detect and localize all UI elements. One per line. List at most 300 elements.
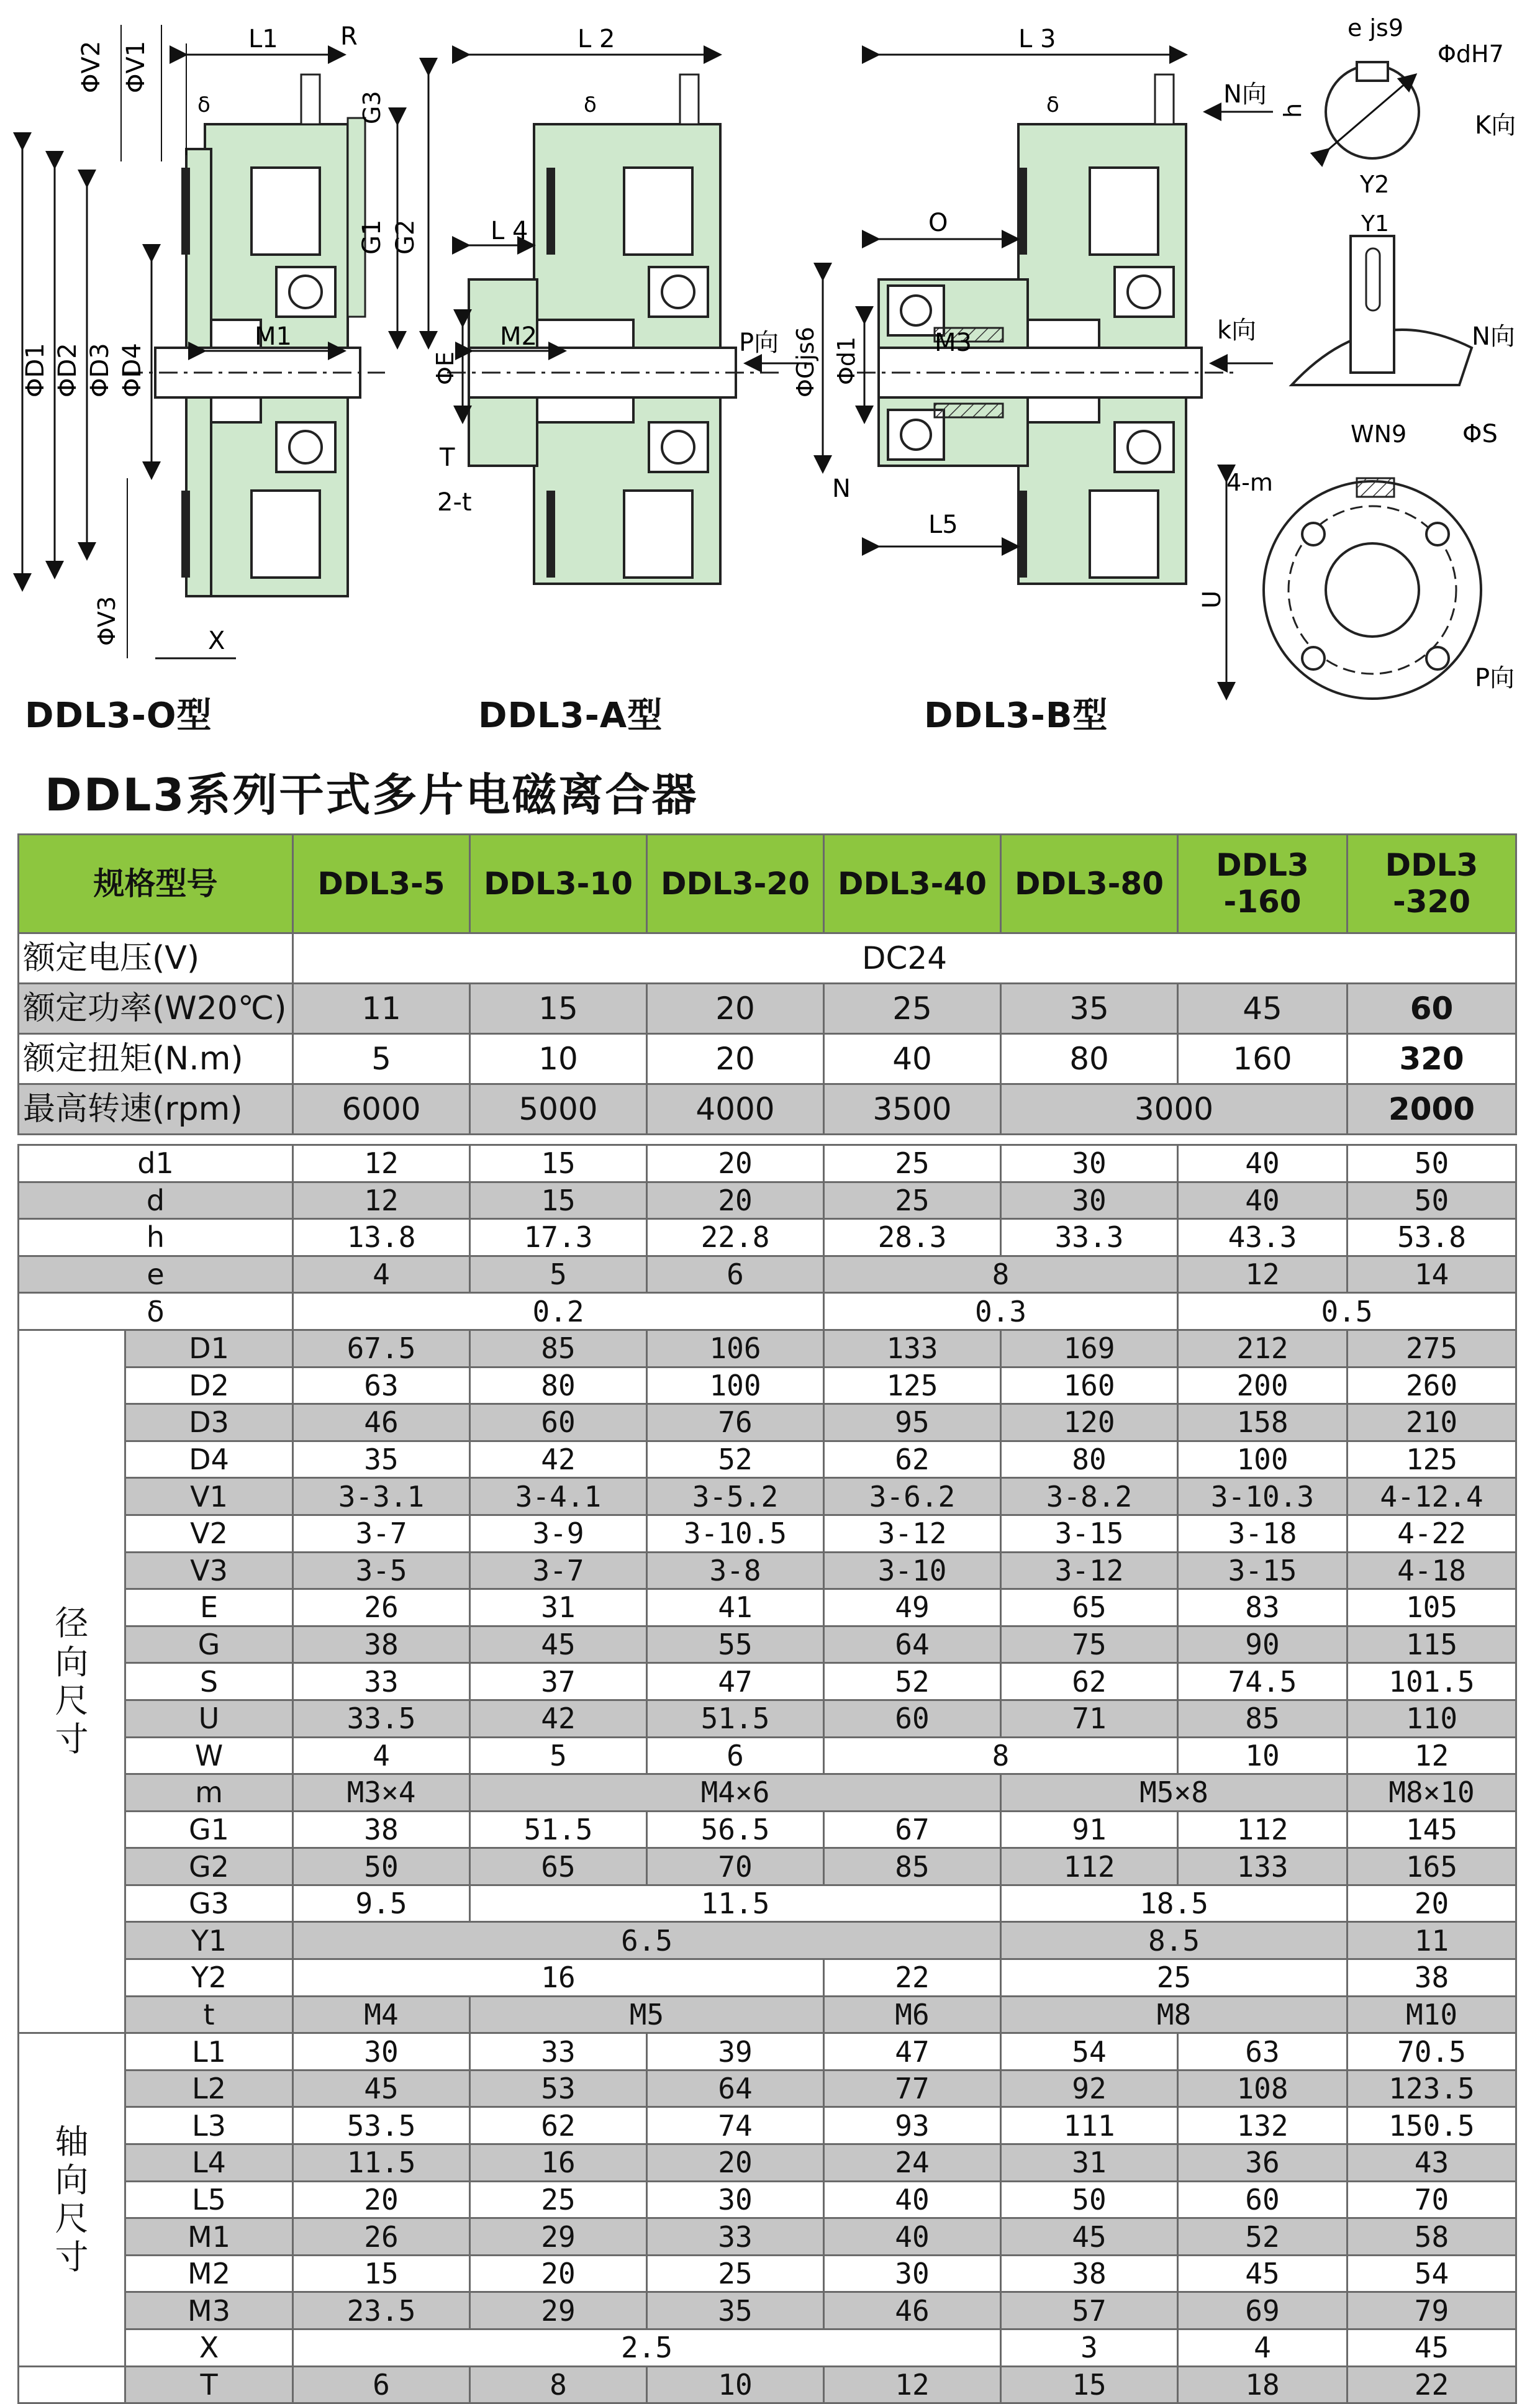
spec-row-speed — [19, 1084, 1516, 1135]
spec-cell: 3500 — [824, 1084, 1001, 1135]
dim-label-4m: 4-m — [1226, 469, 1273, 496]
dim-cell: 75 — [1001, 1626, 1178, 1663]
model-cell: DDL3-5 — [293, 835, 470, 933]
dim-cell: 3-12 — [1001, 1552, 1178, 1589]
dim-cell: 67 — [824, 1811, 1001, 1848]
dim-cell: 169 — [1001, 1330, 1178, 1367]
dim-cell: 4 — [1178, 2329, 1348, 2367]
dim-cell: 83 — [1178, 1589, 1348, 1626]
dim-label-v1: ΦV1 — [122, 40, 150, 93]
dimension-table — [17, 1144, 1517, 2404]
dim-cell: 38 — [293, 1626, 470, 1663]
dim-cell: 112 — [1001, 1848, 1178, 1885]
table-row — [19, 1848, 1516, 1885]
dim-cell: 20 — [293, 2181, 470, 2218]
o-coil-lower — [251, 491, 320, 578]
spec-cell: 5000 — [470, 1084, 647, 1135]
dim-cell: 3-10.5 — [647, 1515, 824, 1552]
ddl3-a-drawing — [432, 25, 807, 584]
spec-cell: 11 — [293, 984, 470, 1034]
param-label: V1 — [125, 1478, 293, 1515]
dim-cell: 85 — [470, 1330, 647, 1367]
dim-cell: 4 — [293, 1256, 470, 1293]
dim-cell: 20 — [647, 1145, 824, 1182]
dim-cell: 3-8 — [647, 1552, 824, 1589]
table-row — [19, 1885, 1516, 1922]
dim-cell: M5 — [470, 1996, 824, 2033]
dim-cell: 40 — [1178, 1182, 1348, 1219]
dim-cell: 16 — [470, 2144, 647, 2182]
dim-cell: 132 — [1178, 2107, 1348, 2144]
dim-cell: 45 — [1001, 2218, 1178, 2256]
table-row — [19, 1182, 1516, 1219]
dim-label-gjs6: ΦGjs6 — [792, 327, 819, 397]
dim-cell: 74.5 — [1178, 1663, 1348, 1700]
dim-cell: 25 — [1001, 1959, 1348, 1997]
dim-cell: 0.5 — [1178, 1293, 1516, 1330]
dim-cell: 47 — [647, 1663, 824, 1700]
dim-cell: 42 — [470, 1700, 647, 1737]
dim-label-v2: ΦV2 — [77, 40, 106, 93]
dim-cell: 20 — [647, 2144, 824, 2182]
param-label: δ — [19, 1293, 293, 1330]
table-row — [19, 1589, 1516, 1626]
param-label: L4 — [125, 2144, 293, 2182]
dim-cell: 12 — [293, 1145, 470, 1182]
dim-label-r: R — [340, 22, 358, 51]
param-label: E — [125, 1589, 293, 1626]
dim-label-n: N — [832, 474, 851, 503]
dim-label-delta: δ — [197, 93, 211, 117]
table-row — [19, 2144, 1516, 2182]
table-row — [19, 1256, 1516, 1293]
dim-cell: 51.5 — [647, 1700, 824, 1737]
dim-cell: 85 — [824, 1848, 1001, 1885]
dim-cell: 3-10 — [824, 1552, 1001, 1589]
model-cell: DDL3-80 — [1001, 835, 1178, 933]
ddl3-o-drawing — [21, 22, 428, 658]
dim-cell: 38 — [1001, 2255, 1178, 2292]
dim-cell: 43 — [1348, 2144, 1516, 2182]
param-label: L5 — [125, 2181, 293, 2218]
dim-label-d1: ΦD1 — [21, 343, 50, 397]
dim-cell: 30 — [293, 2033, 470, 2071]
dim-cell: 3-4.1 — [470, 1478, 647, 1515]
dim-cell: 3-8.2 — [1001, 1478, 1178, 1515]
dim-cell: 31 — [1001, 2144, 1178, 2182]
dim-cell: 45 — [1178, 2255, 1348, 2292]
dim-label-n-dir-2: N向 — [1472, 322, 1515, 351]
spec-cell: DC24 — [293, 933, 1516, 984]
dim-cell: 3-12 — [824, 1515, 1001, 1552]
table-row — [19, 2255, 1516, 2292]
dim-cell: 90 — [1178, 1626, 1348, 1663]
dim-cell: 29 — [470, 2218, 647, 2256]
dim-cell: 6.5 — [293, 1922, 1001, 1959]
spec-cell: 320 — [1348, 1034, 1516, 1084]
dim-cell: 8 — [470, 2366, 647, 2403]
group-label-radial-text: 径向尺寸 — [55, 1603, 89, 1759]
table-row — [19, 2218, 1516, 2256]
dim-cell: 17.3 — [470, 1219, 647, 1256]
dim-label-d4: ΦD4 — [118, 343, 147, 397]
param-label: G — [125, 1626, 293, 1663]
dim-cell: 3-7 — [293, 1515, 470, 1552]
dim-cell: 15 — [1001, 2366, 1178, 2403]
param-label: M1 — [125, 2218, 293, 2256]
model-cell: DDL3-20 — [647, 835, 824, 933]
spec-cell: 20 — [647, 984, 824, 1034]
type-label-o: DDL3-O型 — [25, 696, 212, 736]
dim-cell: 57 — [1001, 2292, 1178, 2329]
dim-cell: 100 — [1178, 1441, 1348, 1478]
dim-cell: 22 — [1348, 2366, 1516, 2403]
table-row — [19, 2033, 1516, 2071]
dim-cell: 63 — [1178, 2033, 1348, 2071]
dim-label-b-delta: δ — [1046, 93, 1059, 117]
dim-cell: 40 — [824, 2181, 1001, 2218]
dim-cell: 65 — [1001, 1589, 1178, 1626]
param-label: V3 — [125, 1552, 293, 1589]
spec-row-voltage — [19, 933, 1516, 984]
dim-cell: 49 — [824, 1589, 1001, 1626]
dim-cell: 52 — [824, 1663, 1001, 1700]
dim-cell: 20 — [1348, 1885, 1516, 1922]
dim-cell: 45 — [1348, 2329, 1516, 2367]
dim-label-m2: M2 — [500, 322, 537, 351]
table-row — [19, 1922, 1516, 1959]
dim-cell: 76 — [647, 1404, 824, 1441]
dim-cell: 39 — [647, 2033, 824, 2071]
dim-label-l5: L5 — [928, 510, 958, 539]
spec-cell: 40 — [824, 1034, 1001, 1084]
dim-cell: 85 — [1178, 1700, 1348, 1737]
dim-cell: M8 — [1001, 1996, 1348, 2033]
dim-cell: 50 — [1348, 1182, 1516, 1219]
spec-row-power — [19, 984, 1516, 1034]
ddl3-b-drawing — [792, 25, 1273, 584]
dim-cell: 74 — [647, 2107, 824, 2144]
spec-cell: 60 — [1348, 984, 1516, 1034]
spec-row-torque — [19, 1034, 1516, 1084]
param-label: T — [125, 2366, 293, 2403]
spec-cell: 25 — [824, 984, 1001, 1034]
param-label: D1 — [125, 1330, 293, 1367]
spec-cell: 5 — [293, 1034, 470, 1084]
dim-cell: 31 — [470, 1589, 647, 1626]
param-label: D4 — [125, 1441, 293, 1478]
table-row — [19, 2181, 1516, 2218]
dim-cell: 3-6.2 — [824, 1478, 1001, 1515]
param-label: V2 — [125, 1515, 293, 1552]
model-cell: DDL3-10 — [470, 835, 647, 933]
table-row — [19, 1441, 1516, 1478]
spec-cell: 10 — [470, 1034, 647, 1084]
dim-cell: 260 — [1348, 1367, 1516, 1404]
dim-cell: 33 — [647, 2218, 824, 2256]
dim-cell: 6 — [647, 1737, 824, 1774]
model-cell: DDL3-40 — [824, 835, 1001, 933]
dim-cell: 3-15 — [1001, 1515, 1178, 1552]
param-label: G1 — [125, 1811, 293, 1848]
type-label-b: DDL3-B型 — [924, 696, 1108, 736]
dim-cell: 54 — [1001, 2033, 1178, 2071]
dim-cell: 8.5 — [1001, 1922, 1348, 1959]
dim-cell: 80 — [1001, 1441, 1178, 1478]
table-row — [19, 1219, 1516, 1256]
dim-label-m1: M1 — [255, 322, 292, 351]
dim-cell: 56.5 — [647, 1811, 824, 1848]
dim-cell: 79 — [1348, 2292, 1516, 2329]
spec-row-label: 额定扭矩(N.m) — [19, 1034, 293, 1084]
dim-cell: M4×6 — [470, 1774, 1001, 1812]
dim-cell: 3 — [1001, 2329, 1178, 2367]
dim-label-v3: ΦV3 — [93, 596, 120, 646]
dim-cell: 70 — [1348, 2181, 1516, 2218]
dim-cell: 53.5 — [293, 2107, 470, 2144]
dim-cell: 25 — [470, 2181, 647, 2218]
dim-cell: 46 — [293, 1404, 470, 1441]
dim-cell: 50 — [293, 1848, 470, 1885]
dim-cell: 165 — [1348, 1848, 1516, 1885]
dim-cell: 30 — [1001, 1182, 1178, 1219]
dim-cell: 25 — [824, 1145, 1001, 1182]
param-label: m — [125, 1774, 293, 1812]
dim-cell: 106 — [647, 1330, 824, 1367]
dim-cell: 200 — [1178, 1367, 1348, 1404]
spec-row-label: 最高转速(rpm) — [19, 1084, 293, 1135]
table-row — [19, 1737, 1516, 1774]
spec-row-label: 额定电压(V) — [19, 933, 293, 984]
dim-cell: 3-10.3 — [1178, 1478, 1348, 1515]
spec-cell: 160 — [1178, 1034, 1348, 1084]
dim-cell: 36 — [1178, 2144, 1348, 2182]
param-label: S — [125, 1663, 293, 1700]
dim-cell: 12 — [824, 2366, 1001, 2403]
dim-cell: 53.8 — [1348, 1219, 1516, 1256]
dim-cell: 100 — [647, 1367, 824, 1404]
dim-label-ejs9: e js9 — [1348, 14, 1403, 42]
spec-cell: 80 — [1001, 1034, 1178, 1084]
dim-cell: 70 — [647, 1848, 824, 1885]
table-row — [19, 1774, 1516, 1812]
dim-cell: 6 — [293, 2366, 470, 2403]
dim-label-x: X — [208, 627, 225, 655]
dim-cell: 30 — [1001, 1145, 1178, 1182]
dim-cell: 4 — [293, 1737, 470, 1774]
dim-label-y2: Y2 — [1360, 171, 1390, 198]
param-label: d1 — [19, 1145, 293, 1182]
dim-cell: 63 — [293, 1367, 470, 1404]
table-row — [19, 1700, 1516, 1737]
dim-cell: 14 — [1348, 1256, 1516, 1293]
group-label-radial — [19, 1330, 125, 2033]
param-label: X — [125, 2329, 293, 2367]
dim-cell: 46 — [824, 2292, 1001, 2329]
dim-cell: 53 — [470, 2070, 647, 2107]
dim-cell: 35 — [293, 1441, 470, 1478]
table-row — [19, 1404, 1516, 1441]
dim-label-2t: 2-t — [437, 488, 472, 517]
table-row — [19, 1293, 1516, 1330]
dim-cell: 22.8 — [647, 1219, 824, 1256]
dim-cell: 110 — [1348, 1700, 1516, 1737]
dim-cell: 52 — [647, 1441, 824, 1478]
table-row — [19, 1811, 1516, 1848]
spec-cell: 20 — [647, 1034, 824, 1084]
dim-cell: 62 — [470, 2107, 647, 2144]
spec-header-label: 规格型号 — [19, 835, 293, 933]
dim-cell: 28.3 — [824, 1219, 1001, 1256]
dim-cell: 3-5 — [293, 1552, 470, 1589]
dim-cell: 158 — [1178, 1404, 1348, 1441]
param-label: L2 — [125, 2070, 293, 2107]
dim-cell: 4-12.4 — [1348, 1478, 1516, 1515]
dim-cell: 150.5 — [1348, 2107, 1516, 2144]
dim-label-phi-d1: Φd1 — [833, 336, 860, 385]
dim-cell: 20 — [470, 2255, 647, 2292]
dim-cell: 18 — [1178, 2366, 1348, 2403]
dim-label-u: U — [1198, 590, 1226, 609]
dim-cell: M5×8 — [1001, 1774, 1348, 1812]
table-row — [19, 2329, 1516, 2367]
table-row — [19, 1663, 1516, 1700]
spec-cell: 35 — [1001, 984, 1178, 1034]
dim-cell: 210 — [1348, 1404, 1516, 1441]
dim-label-l1: L1 — [248, 25, 278, 53]
dim-label-d2: ΦD2 — [53, 343, 82, 397]
param-label: G3 — [125, 1885, 293, 1922]
spec-table — [17, 833, 1517, 1135]
param-label: D3 — [125, 1404, 293, 1441]
spec-cell: 6000 — [293, 1084, 470, 1135]
dim-cell: 25 — [647, 2255, 824, 2292]
dim-cell: 133 — [1178, 1848, 1348, 1885]
dim-cell: 20 — [647, 1182, 824, 1219]
dim-cell: 12 — [1178, 1256, 1348, 1293]
spec-cell: 3000 — [1001, 1084, 1348, 1135]
dim-cell: 125 — [1348, 1441, 1516, 1478]
param-label: L3 — [125, 2107, 293, 2144]
dim-cell: 41 — [647, 1589, 824, 1626]
dim-cell: 54 — [1348, 2255, 1516, 2292]
table-row — [19, 1367, 1516, 1404]
dim-cell: 35 — [647, 2292, 824, 2329]
dim-cell: 93 — [824, 2107, 1001, 2144]
dim-cell: 55 — [647, 1626, 824, 1663]
dim-cell: 8 — [824, 1737, 1178, 1774]
param-label: U — [125, 1700, 293, 1737]
dim-cell: 11.5 — [470, 1885, 1001, 1922]
dim-cell: 18.5 — [1001, 1885, 1348, 1922]
dim-cell: 24 — [824, 2144, 1001, 2182]
dim-cell: 91 — [1001, 1811, 1178, 1848]
dim-cell: 33.5 — [293, 1700, 470, 1737]
dim-label-g2: G2 — [391, 219, 420, 255]
dim-cell: 30 — [647, 2181, 824, 2218]
dim-cell: 38 — [1348, 1959, 1516, 1997]
dim-cell: 160 — [1001, 1367, 1178, 1404]
model-cell: DDL3 -320 — [1348, 835, 1516, 933]
spec-row-label: 额定功率(W20℃) — [19, 984, 293, 1034]
dim-cell: 5 — [470, 1256, 647, 1293]
dim-cell: M4 — [293, 1996, 470, 2033]
param-label: L1 — [125, 2033, 293, 2071]
spec-cell: 2000 — [1348, 1084, 1516, 1135]
dim-cell: 10 — [1178, 1737, 1348, 1774]
table-row — [19, 2292, 1516, 2329]
dim-cell: 69 — [1178, 2292, 1348, 2329]
dim-cell: 275 — [1348, 1330, 1516, 1367]
dim-cell: 115 — [1348, 1626, 1516, 1663]
dim-cell: 33 — [470, 2033, 647, 2071]
dim-cell: 45 — [470, 1626, 647, 1663]
dim-cell: 43.3 — [1178, 1219, 1348, 1256]
dim-cell: 4-22 — [1348, 1515, 1516, 1552]
dim-cell: 133 — [824, 1330, 1001, 1367]
dim-label-k-dir-b: k向 — [1217, 316, 1257, 345]
dim-cell: 26 — [293, 2218, 470, 2256]
dim-label-n-dir: N向 — [1223, 80, 1267, 109]
dim-cell: 58 — [1348, 2218, 1516, 2256]
dim-cell: 111 — [1001, 2107, 1178, 2144]
dim-cell: 112 — [1178, 1811, 1348, 1848]
dim-cell: 212 — [1178, 1330, 1348, 1367]
dim-label-l3: L 3 — [1018, 25, 1056, 53]
dim-cell: 105 — [1348, 1589, 1516, 1626]
dim-label-wn9: WN9 — [1351, 420, 1407, 448]
dim-cell: 62 — [1001, 1663, 1178, 1700]
k-view-drawing — [1279, 14, 1516, 158]
dim-cell: 0.2 — [293, 1293, 824, 1330]
dim-cell: 120 — [1001, 1404, 1178, 1441]
dim-label-l4: L 4 — [491, 217, 528, 245]
dim-cell: 71 — [1001, 1700, 1178, 1737]
dim-label-g1: G1 — [358, 219, 386, 255]
param-label: h — [19, 1219, 293, 1256]
dim-cell: 0.3 — [824, 1293, 1178, 1330]
dim-cell: 64 — [647, 2070, 824, 2107]
o-coil-upper — [251, 168, 320, 255]
dim-cell: 3-9 — [470, 1515, 647, 1552]
spec-cell: 15 — [470, 984, 647, 1034]
dim-cell: 37 — [470, 1663, 647, 1700]
group-label-axial-text: 轴向尺寸 — [55, 2121, 89, 2277]
dim-label-k-dir: K向 — [1475, 111, 1516, 140]
series-title: DDL3系列干式多片电磁离合器 — [45, 769, 699, 821]
dim-label-a-delta: δ — [584, 93, 597, 117]
dim-label-h: h — [1279, 102, 1307, 118]
dim-label-y1: Y1 — [1361, 211, 1389, 237]
table-row — [19, 1552, 1516, 1589]
dim-cell: 12 — [1348, 1737, 1516, 1774]
dim-cell: 67.5 — [293, 1330, 470, 1367]
dim-cell: 5 — [470, 1737, 647, 1774]
dim-label-p-dir: P向 — [739, 329, 779, 357]
dim-cell: 62 — [824, 1441, 1001, 1478]
dim-cell: 15 — [293, 2255, 470, 2292]
table-row — [19, 1145, 1516, 1182]
dim-cell: 2.5 — [293, 2329, 1001, 2367]
dim-cell: 3-3.1 — [293, 1478, 470, 1515]
param-label: t — [125, 1996, 293, 2033]
dim-cell: 25 — [824, 1182, 1001, 1219]
dim-cell: 13.8 — [293, 1219, 470, 1256]
dim-label-p-dir-2: P向 — [1475, 664, 1515, 692]
dim-cell: 95 — [824, 1404, 1001, 1441]
dim-cell: 11.5 — [293, 2144, 470, 2182]
dim-cell: 70.5 — [1348, 2033, 1516, 2071]
